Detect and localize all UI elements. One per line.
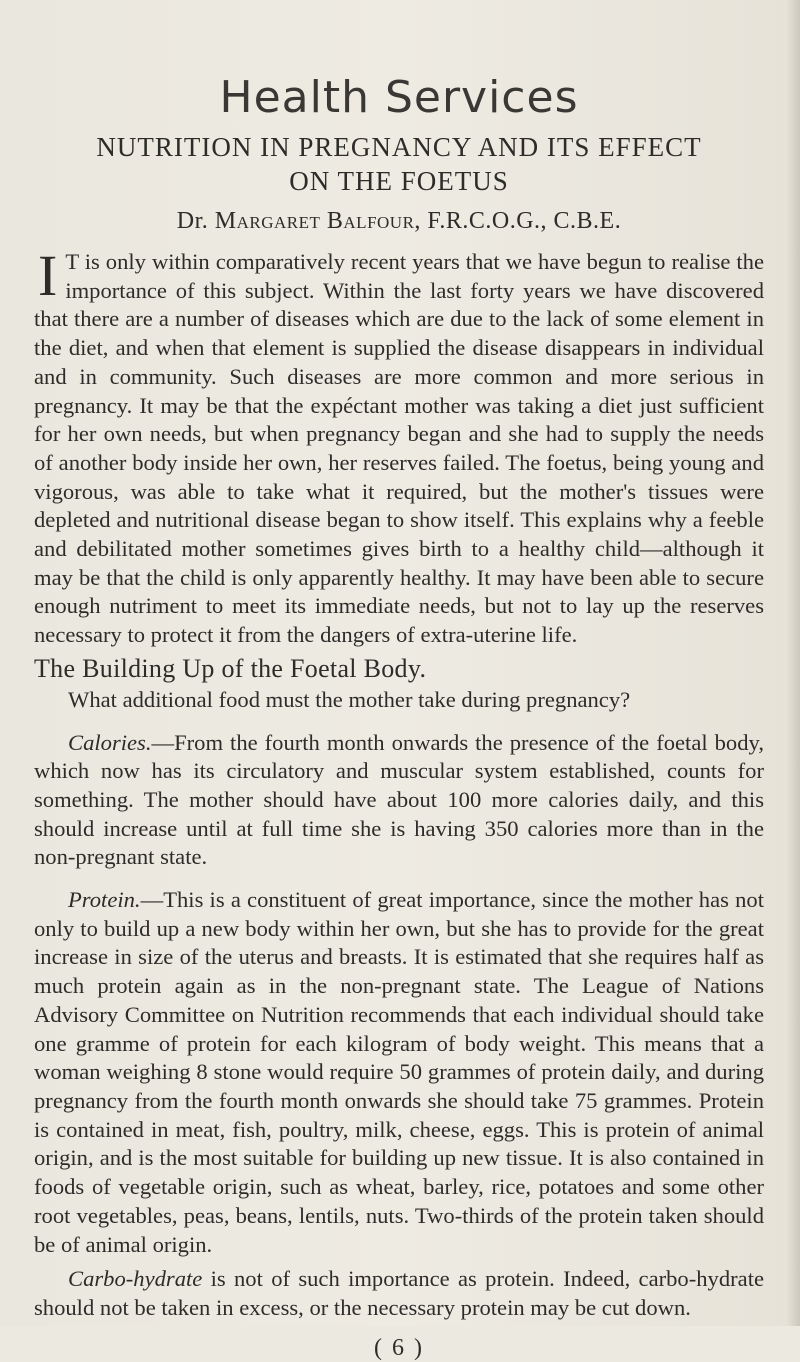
article-title-line-2: ON THE FOETUS (289, 166, 509, 196)
drop-cap: I (38, 243, 58, 308)
calories-label: Calories. (68, 729, 152, 755)
calories-paragraph (34, 729, 764, 873)
carbohydrate-text: is not of such importance as protein. Indeed, carbo-hydrate should not be taken in excess, or the necessary protein may be cut down. (34, 1266, 764, 1320)
author-line (34, 204, 764, 238)
page-number: ( 6 ) (374, 1334, 424, 1361)
masthead: Health Services (219, 72, 579, 123)
protein-text: —This is a constituent of great importance, since the mother has not only to build up a new body within her own, but she has to provide for the great increase in size of the uterus and breasts. It is estimated that she requires half as much protein again as in the non-pregnant state. The League of Nations Advisory Committee on Nutrition recommends that each individual should take one gramme of protein for each kilogram of body weight. This means that a woman weighing 8 stone would require 50 grammes of protein daily, and during pregnancy from the fourth month onwards she should take 75 grammes. Protein is contained in meat, fish, poultry, milk, cheese, eggs. This is protein of animal origin, and is the most suitable for building up new tissue. It is also contained in foods of vegetable origin, such as wheat, barley, rice, potatoes and some other root vegetables, peas, beans, lentils, nuts. Two-thirds of the protein taken should be of animal origin. (34, 887, 764, 1257)
article-title-line-1: NUTRITION IN PREGNANCY AND ITS EFFECT (96, 132, 702, 162)
author-prefix: Dr. (176, 208, 215, 234)
section-heading: The Building Up of the Foetal Body. (34, 653, 427, 683)
carbohydrate-label: Carbo-hydrate (68, 1266, 203, 1292)
section-question: What additional food must the mother take during pregnancy? (68, 686, 631, 712)
author-name: Margaret Balfour (214, 208, 415, 234)
intro-paragraph (34, 243, 764, 650)
carbohydrate-paragraph (34, 1265, 764, 1322)
protein-paragraph (34, 886, 764, 1259)
protein-label: Protein. (68, 887, 141, 913)
page-edge-shadow (786, 0, 800, 1326)
calories-text: —From the fourth month onwards the presence of the foetal body, which now has its circulatory and muscular system established, counts for something. The mother should have about 100 more calories daily, and this should increase until at full time she is having 350 calories more than in the non-pregnant state. (34, 729, 764, 870)
intro-text: T is only within comparatively recent years that we have begun to realise the importance of this subject. Within the last forty years we have discovered that there are a number of diseases which are due to the lack of some element in the diet, and when that element is supplied the disease disappears in individual and in community. Such diseases are more common and more serious in pregnancy. It may be that the expéctant mother was taking a diet just sufficient for her own needs, but when pregnancy began and she had to supply the needs of another body inside her own, her reserves failed. The foetus, being young and vigorous, was able to take what it required, but the mother's tissues were depleted and nutritional disease began to show itself. This explains why a feeble and debilitated mother sometimes gives birth to a healthy child—although it may be that the child is only apparently healthy. It may have been able to secure enough nutriment to meet its immediate needs, but not to lay up the reserves necessary to protect it from the dangers of extra-uterine life. (34, 249, 764, 648)
author-suffix: , F.R.C.O.G., C.B.E. (414, 208, 622, 234)
